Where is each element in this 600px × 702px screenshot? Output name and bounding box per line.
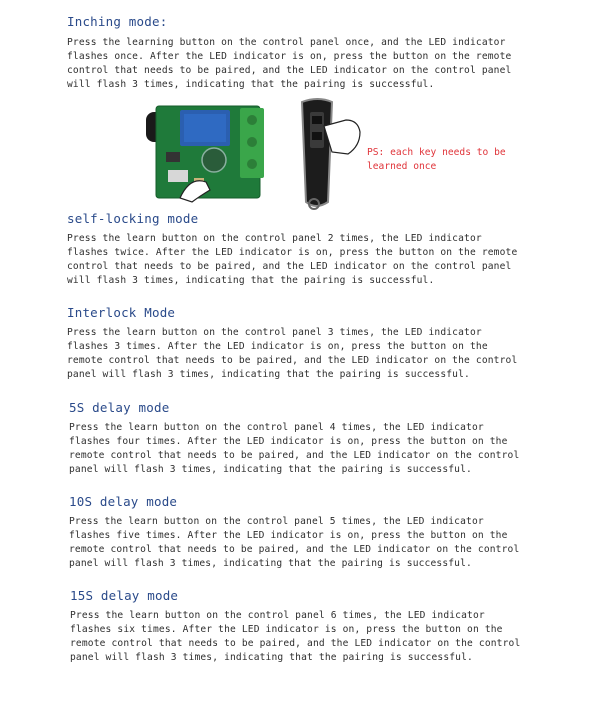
capacitor: [202, 148, 226, 172]
text-line: will flash 3 times, indicating that the pairing is successful.: [67, 79, 435, 90]
text-line: Press the learn button on the control panel 6 times, the LED indicator: [70, 610, 485, 621]
text-line: Press the learn button on the control panel 5 times, the LED indicator: [69, 516, 484, 527]
text-line: control that needs to be paired, and the LED indicator on the control panel: [67, 261, 512, 272]
section-text-10s-delay: [69, 515, 519, 571]
text-line: remote control that needs to be paired, and the LED indicator on the control: [70, 638, 521, 649]
section-text-interlock: [67, 326, 517, 382]
section-text-5s-delay: [69, 421, 519, 477]
text-line: flashes four times. After the LED indicator is on, press the button on the: [69, 436, 508, 447]
section-text-inching: [67, 36, 511, 92]
text-line: Press the learn button on the control panel 4 times, the LED indicator: [69, 422, 484, 433]
section-text-self-locking: [67, 232, 517, 288]
text-line: flashes five times. After the LED indicator is on, press the button on the: [69, 530, 508, 541]
text-line: control that needs to be paired, and the LED indicator on the control panel: [67, 65, 512, 76]
text-line: panel will flash 3 times, indicating that the pairing is successful.: [70, 652, 473, 663]
text-line: remote control that needs to be paired, and the LED indicator on the control: [69, 450, 520, 461]
text-line: flashes twice. After the LED indicator is on, press the button on the remote: [67, 247, 518, 258]
text-line: flashes 3 times. After the LED indicator is on, press the button on the: [67, 341, 488, 352]
note-line: learned once: [367, 161, 437, 172]
section-title-10s-delay: 10S delay mode: [69, 494, 178, 509]
remote-illustration: [288, 98, 378, 210]
text-line: remote control that needs to be paired, and the LED indicator on the control: [67, 355, 518, 366]
section-title-inching: Inching mode:: [67, 14, 168, 29]
text-line: flashes six times. After the LED indicator is on, press the button on the: [70, 624, 503, 635]
text-line: Press the learn button on the control panel 2 times, the LED indicator: [67, 233, 482, 244]
text-line: Press the learning button on the control panel once, and the LED indicator: [67, 37, 506, 48]
text-line: panel will flash 3 times, indicating that the pairing is successful.: [67, 369, 470, 380]
section-title-15s-delay: 15S delay mode: [70, 588, 179, 603]
note-line: PS: each key needs to be: [367, 147, 506, 158]
section-text-15s-delay: [70, 609, 520, 665]
receiver-and-remote-figure: [140, 98, 540, 210]
text-line: flashes once. After the LED indicator is on, press the button on the remote: [67, 51, 512, 62]
section-title-interlock: Interlock Mode: [67, 305, 176, 320]
text-line: panel will flash 3 times, indicating that the pairing is successful.: [69, 558, 472, 569]
section-title-5s-delay: 5S delay mode: [69, 400, 170, 415]
text-line: Press the learn button on the control panel 3 times, the LED indicator: [67, 327, 482, 338]
text-line: remote control that needs to be paired, and the LED indicator on the control: [69, 544, 520, 555]
text-line: panel will flash 3 times, indicating that the pairing is successful.: [69, 464, 472, 475]
section-title-self-locking: self-locking mode: [67, 211, 199, 226]
pairing-note: [367, 146, 506, 174]
text-line: will flash 3 times, indicating that the pairing is successful.: [67, 275, 435, 286]
